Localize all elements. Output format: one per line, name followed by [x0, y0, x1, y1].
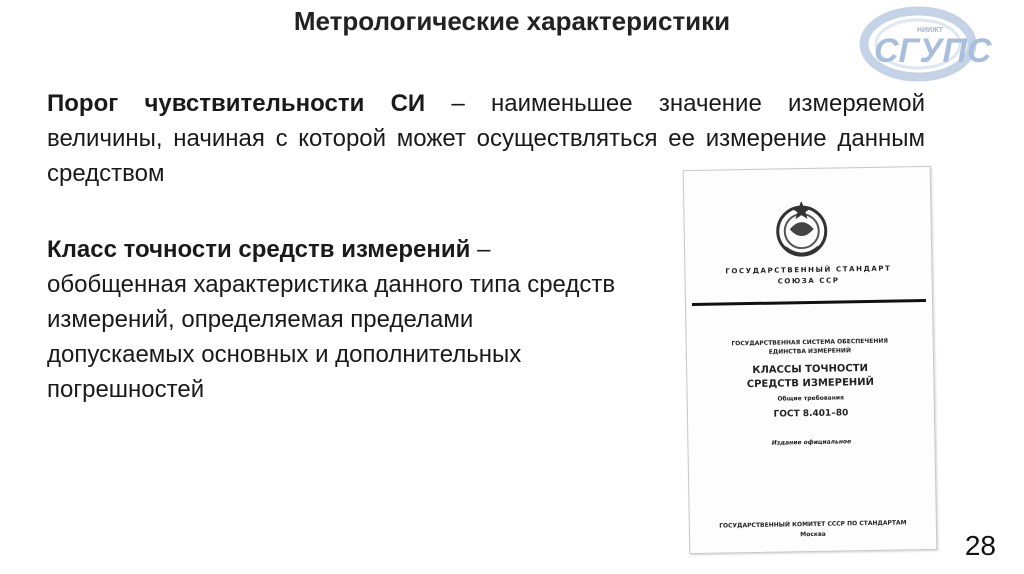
- doc-header-line1: ГОСУДАРСТВЕННЫЙ СТАНДАРТ: [725, 264, 892, 276]
- logo-small-text: НИИЖТ: [917, 27, 943, 34]
- sensitivity-threshold-definition: – наименьшее значение измеряемой величины, начиная с которой может осуществляться ее измерение данным средством: [47, 90, 925, 187]
- accuracy-class-term: Класс точности средств измерений: [47, 236, 471, 263]
- accuracy-class-definition: – обобщенная характеристика данного типа средств измерений, определяемая пределами допускаемых основных и дополнительных погрешностей: [47, 236, 616, 403]
- doc-system-line1: ГОСУДАРСТВЕННАЯ СИСТЕМА ОБЕСПЕЧЕНИЯ: [731, 337, 889, 348]
- doc-divider: [692, 299, 926, 306]
- doc-system-line2: ЕДИНСТВА ИЗМЕРЕНИЙ: [768, 347, 852, 356]
- doc-header-line2: СОЮЗА ССР: [777, 276, 840, 286]
- doc-title-line1: КЛАССЫ ТОЧНОСТИ: [752, 362, 869, 377]
- logo-text: СГУПС: [874, 32, 992, 70]
- doc-footer-line1: ГОСУДАРСТВЕННЫЙ КОМИТЕТ СССР ПО СТАНДАРТАМ: [719, 519, 907, 530]
- doc-gost-number: ГОСТ 8.401–80: [773, 408, 849, 420]
- slide-title: Метрологические характеристики: [293, 6, 731, 36]
- doc-title-line2: СРЕДСТВ ИЗМЕРЕНИЙ: [746, 376, 875, 391]
- page-number: 28: [964, 530, 996, 561]
- sgups-logo: [858, 4, 1010, 82]
- doc-subtitle: Общие требования: [777, 394, 844, 403]
- accuracy-class-paragraph: [47, 232, 627, 407]
- ussr-emblem-icon: [770, 197, 833, 264]
- doc-footer-line2: Москва: [800, 530, 826, 539]
- sensitivity-threshold-term: Порог чувствительности СИ: [47, 90, 426, 117]
- gost-document-image: [683, 166, 938, 554]
- doc-edition: Издание официальное: [771, 438, 852, 447]
